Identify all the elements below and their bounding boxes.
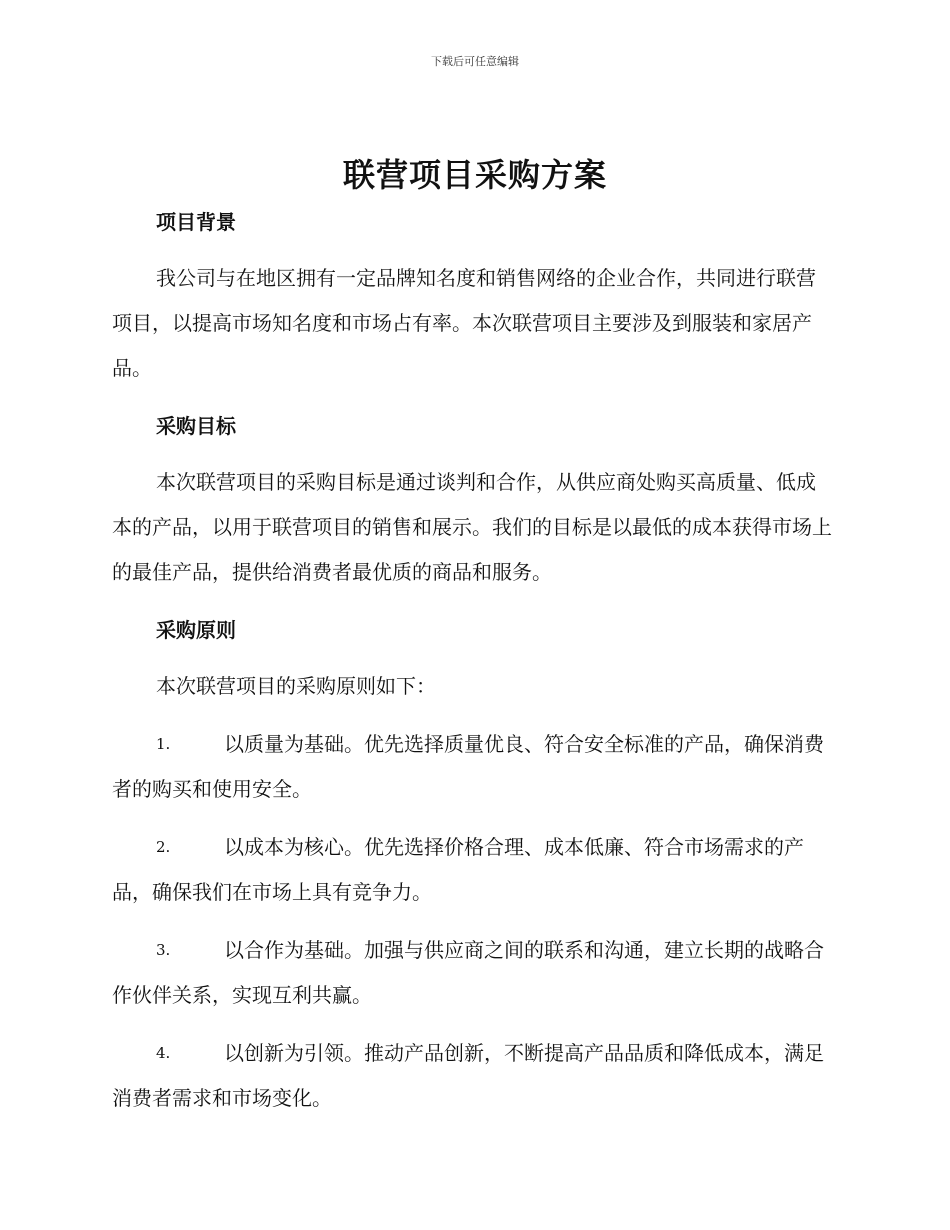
principle-item	[112, 722, 832, 812]
list-item-text: 以创新为引领。推动产品创新，不断提高产品品质和降低成本，满足消费者需求和市场变化。	[112, 1041, 824, 1110]
section-heading-background: 项目背景	[156, 210, 236, 234]
section-heading-principles: 采购原则	[156, 618, 236, 642]
principle-item	[112, 928, 832, 1018]
list-number: 4.	[156, 1044, 171, 1062]
principle-item	[112, 825, 832, 915]
list-item-text: 以合作为基础。加强与供应商之间的联系和沟通，建立长期的战略合作伙伴关系，实现互利共赢。	[112, 938, 824, 1007]
list-number: 3.	[156, 941, 171, 959]
document-body	[112, 200, 832, 1121]
principle-item	[112, 1031, 832, 1121]
section-heading-goals: 采购目标	[156, 414, 236, 438]
list-number: 2.	[156, 838, 171, 856]
paragraph-background: 我公司与在地区拥有一定品牌知名度和销售网络的企业合作，共同进行联营项目，以提高市场知名度和市场占有率。本次联营项目主要涉及到服装和家居产品。	[112, 266, 816, 380]
paragraph-principles-intro: 本次联营项目的采购原则如下：	[156, 674, 436, 698]
list-number: 1.	[156, 735, 171, 753]
header-note: 下载后可任意编辑	[431, 55, 519, 68]
list-item-text: 以成本为核心。优先选择价格合理、成本低廉、符合市场需求的产品，确保我们在市场上具有竞争力。	[112, 835, 804, 904]
paragraph-goals: 本次联营项目的采购目标是通过谈判和合作，从供应商处购买高质量、低成本的产品，以用于联营项目的销售和展示。我们的目标是以最低的成本获得市场上的最佳产品，提供给消费者最优质的商品和服务。	[112, 470, 832, 584]
document-title: 联营项目采购方案	[342, 156, 607, 194]
list-item-text: 以质量为基础。优先选择质量优良、符合安全标准的产品，确保消费者的购买和使用安全。	[112, 732, 824, 801]
